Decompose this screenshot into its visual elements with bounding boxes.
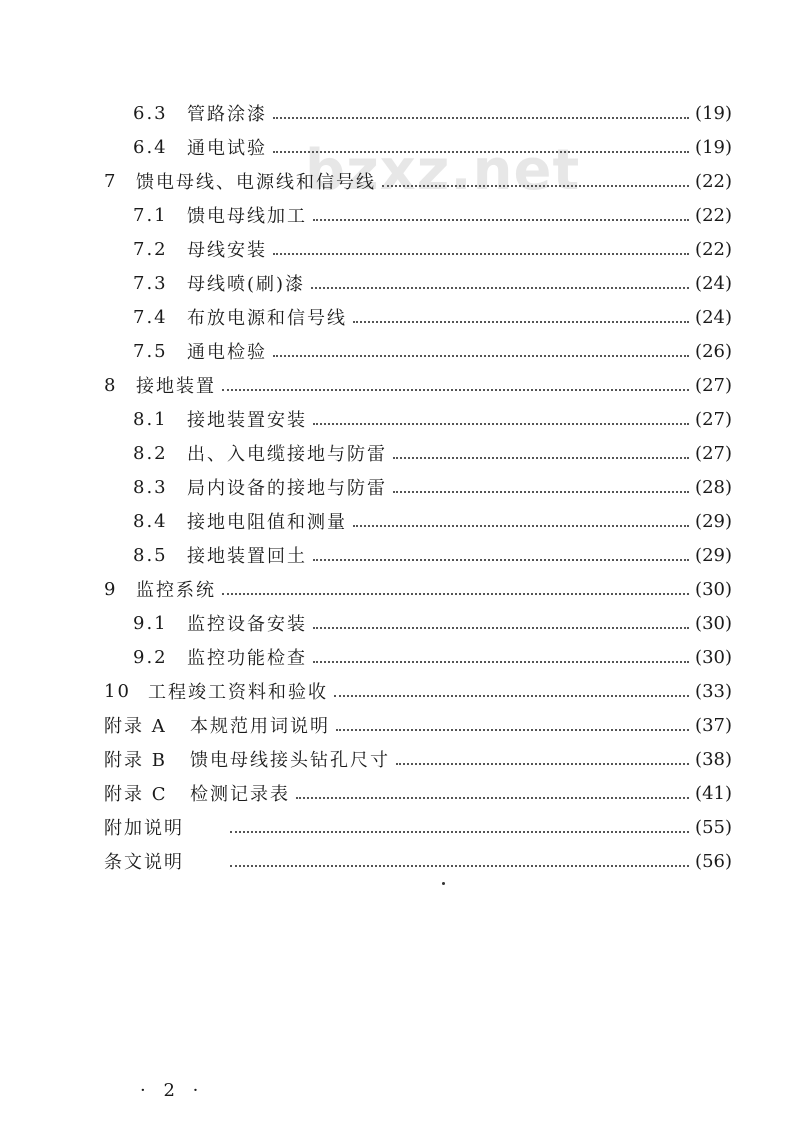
toc-entry-title: 出、入电缆接地与防雷 [187, 444, 387, 465]
toc-entry-number: 附录 B [104, 750, 167, 771]
toc-entry-page: (27) [695, 374, 732, 396]
leader-dots [222, 593, 689, 595]
toc-entry-8-1[interactable] [133, 404, 732, 434]
toc-entry-page: (19) [695, 136, 732, 158]
toc-entry-8-2[interactable] [133, 438, 732, 468]
toc-entry-number: 8.3 [133, 476, 168, 498]
toc-entry-7-2[interactable] [133, 234, 732, 264]
toc-entry-number: 8.2 [133, 442, 168, 464]
toc-entry-title: 附加说明 [104, 818, 184, 839]
toc-entry-7-4[interactable] [133, 302, 732, 332]
print-speck [442, 882, 445, 885]
toc-entry-number: 8 [104, 374, 118, 396]
toc-entry-title: 管路涂漆 [187, 104, 267, 125]
toc-entry-number: 10 [104, 680, 131, 702]
toc-entry-clause-notes[interactable] [104, 846, 732, 876]
leader-dots [393, 457, 689, 459]
toc-entry-page: (37) [695, 714, 732, 736]
watermark: bzxz.net [305, 138, 581, 203]
toc-entry-8-5[interactable] [133, 540, 732, 570]
toc-entry-page: (26) [695, 340, 732, 362]
toc-entry-8[interactable] [104, 370, 732, 400]
toc-entry-page: (56) [695, 850, 732, 872]
toc-entry-title: 馈电母线、电源线和信号线 [136, 172, 376, 193]
toc-entry-title: 母线喷(刷)漆 [187, 274, 306, 295]
toc-entry-number: 7.2 [133, 238, 168, 260]
toc-entry-appendix-a[interactable] [104, 710, 732, 740]
toc-entry-page: (24) [695, 272, 732, 294]
leader-dots [393, 491, 689, 493]
leader-dots [313, 661, 689, 663]
toc-entry-title: 局内设备的接地与防雷 [187, 478, 387, 499]
leader-dots [353, 321, 689, 323]
leader-dots [296, 797, 689, 799]
toc-entry-title: 监控设备安装 [187, 614, 307, 635]
toc-entry-page: (27) [695, 408, 732, 430]
toc-entry-page: (30) [695, 578, 732, 600]
toc-entry-appendix-b[interactable] [104, 744, 732, 774]
toc-entry-title: 接地装置回土 [187, 546, 307, 567]
toc-entry-number: 8.4 [133, 510, 168, 532]
leader-dots [222, 389, 689, 391]
toc-entry-title: 馈电母线接头钻孔尺寸 [190, 750, 390, 771]
toc-entry-title: 监控功能检查 [187, 648, 307, 669]
toc-entry-page: (19) [695, 102, 732, 124]
toc-entry-number: 6.4 [133, 136, 168, 158]
toc-entry-number: 7 [104, 170, 118, 192]
toc-entry-9[interactable] [104, 574, 732, 604]
toc-entry-page: (29) [695, 510, 732, 532]
page-number-footer: · 2 · [140, 1080, 205, 1101]
leader-dots [273, 253, 689, 255]
leader-dots [313, 219, 689, 221]
toc-entry-number: 6.3 [133, 102, 168, 124]
leader-dots [311, 287, 689, 289]
toc-entry-page: (24) [695, 306, 732, 328]
toc-entry-8-3[interactable] [133, 472, 732, 502]
leader-dots [230, 865, 689, 867]
toc-entry-title: 监控系统 [136, 580, 216, 601]
toc-entry-10[interactable] [104, 676, 732, 706]
toc-entry-7[interactable] [104, 166, 732, 196]
toc-entry-number: 8.1 [133, 408, 168, 430]
toc-entry-7-5[interactable] [133, 336, 732, 366]
leader-dots [273, 151, 689, 153]
toc-entry-page: (22) [695, 170, 732, 192]
toc-entry-additional-notes[interactable] [104, 812, 732, 842]
toc-entry-8-4[interactable] [133, 506, 732, 536]
toc-entry-number: 7.5 [133, 340, 168, 362]
toc-entry-page: (41) [695, 782, 732, 804]
toc-entry-title: 条文说明 [104, 852, 184, 873]
leader-dots [313, 627, 689, 629]
leader-dots [396, 763, 689, 765]
toc-entry-title: 馈电母线加工 [187, 206, 307, 227]
toc-entry-9-1[interactable] [133, 608, 732, 638]
toc-entry-page: (30) [695, 612, 732, 634]
toc-entry-number: 附录 C [104, 784, 168, 805]
toc-entry-page: (28) [695, 476, 732, 498]
leader-dots [313, 423, 689, 425]
toc-entry-number: 附录 A [104, 716, 167, 737]
toc-entry-number: 9.2 [133, 646, 168, 668]
toc-entry-page: (27) [695, 442, 732, 464]
toc-entry-9-2[interactable] [133, 642, 732, 672]
toc-entry-page: (33) [695, 680, 732, 702]
toc-entry-page: (22) [695, 204, 732, 226]
leader-dots [353, 525, 689, 527]
toc-entry-page: (38) [695, 748, 732, 770]
toc-entry-number: 7.3 [133, 272, 168, 294]
toc-entry-title: 接地装置安装 [187, 410, 307, 431]
toc-entry-page: (22) [695, 238, 732, 260]
leader-dots [273, 355, 689, 357]
leader-dots [336, 729, 689, 731]
toc-entry-title: 布放电源和信号线 [187, 308, 347, 329]
toc-entry-number: 9.1 [133, 612, 168, 634]
toc-entry-page: (55) [695, 816, 732, 838]
toc-entry-title: 接地电阻值和测量 [187, 512, 347, 533]
toc-entry-title: 母线安装 [187, 240, 267, 261]
toc-entry-number: 7.1 [133, 204, 168, 226]
toc-entry-title: 通电检验 [187, 342, 267, 363]
toc-entry-6-3[interactable] [133, 98, 732, 128]
toc-entry-number: 9 [104, 578, 118, 600]
leader-dots [273, 117, 689, 119]
toc-entry-title: 检测记录表 [190, 784, 290, 805]
leader-dots [313, 559, 689, 561]
toc-entry-appendix-c[interactable] [104, 778, 732, 808]
toc-entry-page: (29) [695, 544, 732, 566]
leader-dots [230, 831, 689, 833]
toc-entry-7-3[interactable] [133, 268, 732, 298]
toc-entry-title: 工程竣工资料和验收 [148, 682, 328, 703]
toc-entry-title: 通电试验 [187, 138, 267, 159]
toc-entry-number: 8.5 [133, 544, 168, 566]
toc-entry-6-4[interactable] [133, 132, 732, 162]
toc-entry-7-1[interactable] [133, 200, 732, 230]
toc-entry-title: 本规范用词说明 [190, 716, 330, 737]
toc-entry-title: 接地装置 [136, 376, 216, 397]
leader-dots [334, 695, 689, 697]
toc-entry-page: (30) [695, 646, 732, 668]
leader-dots [382, 185, 689, 187]
toc-entry-number: 7.4 [133, 306, 168, 328]
